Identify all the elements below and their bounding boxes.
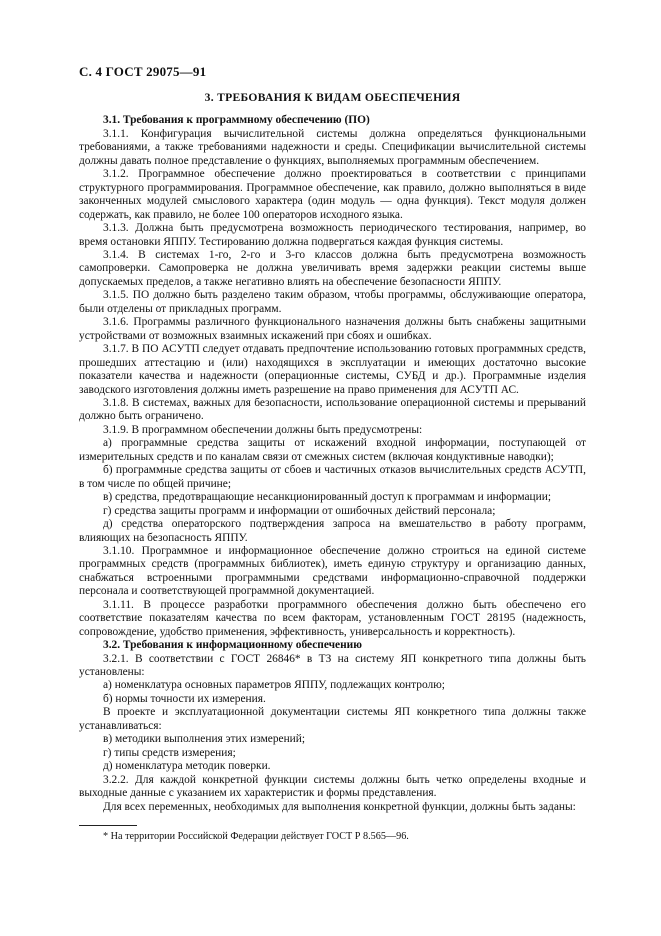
paragraph: 3.2.1. В соответствии с ГОСТ 26846* в ТЗ на систему ЯП конкретного типа должны быть установлены: [79, 652, 586, 679]
page-body [79, 91, 586, 814]
paragraph: Для всех переменных, необходимых для выполнения конкретной функции, должны быть заданы: [103, 800, 576, 813]
paragraph: 3.1.10. Программное и информационное обеспечение должно строиться на единой системе программных средств (программных библиотек), иметь единую структуру и организацию данных, снабжаться встроенными программными средствами информационно-справочной поддержки персонала и соответствующей программной документацией. [79, 544, 586, 598]
paragraph-list [79, 114, 586, 814]
paragraph: 3.1.5. ПО должно быть разделено таким образом, чтобы программы, обслуживающие оператора, были отделены от прикладных программ. [79, 289, 586, 315]
paragraph: д) средства операторского подтверждения запроса на вмешательство в работу программ, влияющих на безопасность ЯППУ. [79, 518, 586, 544]
paragraph: а) программные средства защиты от искажений входной информации, поступающей от измерительных средств и по каналам связи от смежных систем (включая кондуктивные наводки); [79, 437, 586, 463]
paragraph: 3.1.9. В программном обеспечении должны быть предусмотрены: [103, 423, 423, 436]
paragraph: 3.1.2. Программное обеспечение должно проектироваться в соответствии с принципами структурного программирования. Программное обеспечение, как правило, должно выполняться в виде законченных модулей смыслового характера (один модуль — одна функция). Текст модуля должен содержать, как правило, не более 100 операторов исходного языка. [79, 168, 586, 221]
paragraph: 3.1.4. В системах 1-го, 2-го и 3-го классов должна быть предусмотрена возможность самопроверки. Самопроверка не должна увеличивать время задержки реакции системы выше допускаемых пределов, а также негативно влиять на обеспечение безопасности ЯППУ. [79, 248, 586, 288]
paragraph: 3.2.2. Для каждой конкретной функции системы должны быть четко определены входные и выходные данные с указанием их характеристик и формы представления. [79, 773, 586, 800]
paragraph: в) средства, предотвращающие несанкционированный доступ к программам и информации; [103, 491, 551, 504]
paragraph: 3.1.3. Должна быть предусмотрена возможность периодического тестирования, например, во время остановки ЯППУ. Тестированию должна подвергаться каждая функция системы. [79, 222, 586, 248]
subsection-heading: 3.2. Требования к информационному обеспечению [103, 639, 362, 652]
paragraph: 3.1.1. Конфигурация вычислительной системы должна определяться функциональными требованиями, а также требованиями надежности и среды. Спецификации вычислительной системы должны давать полное представление о функциях, выполняемых программным обеспечением. [79, 127, 586, 167]
paragraph: б) программные средства защиты от сбоев и частичных отказов вычислительных средств АСУТП, в том числе по общей причине; [79, 464, 586, 490]
paragraph: б) нормы точности их измерения. [103, 692, 266, 705]
footnote: * На территории Российской Федерации действует ГОСТ Р 8.565—96. [103, 831, 409, 842]
section-title: 3. ТРЕБОВАНИЯ К ВИДАМ ОБЕСПЕЧЕНИЯ [204, 91, 461, 104]
footnote-divider [79, 825, 137, 826]
paragraph: 3.1.8. В системах, важных для безопасности, использование операционной системы и прерываний должно быть ограничено. [79, 396, 586, 423]
paragraph: г) типы средств измерения; [103, 746, 236, 759]
subsection-heading: 3.1. Требования к программному обеспечению (ПО) [103, 114, 370, 127]
paragraph: 3.1.11. В процессе разработки программного обеспечения должно быть обеспечено его соответствие показателям качества по всем факторам, установленным ГОСТ 28195 (надежность, сопровождение, удобство применения, эффективность, универсальность и корректность). [79, 598, 586, 638]
paragraph: в) методики выполнения этих измерений; [103, 733, 306, 746]
paragraph: 3.1.7. В ПО АСУТП следует отдавать предпочтение использованию готовых программных средств, прошедших аттестацию и (или) находящихся в эксплуатации и имеющих достаточно высокие показатели качества и надежности (операционные системы, СУБД и др.). Программные изделия заводского изготовления должны иметь разрешение на право применения для АСУТП АС. [79, 343, 586, 396]
page-header: С. 4 ГОСТ 29075—91 [79, 64, 207, 79]
paragraph: а) номенклатура основных параметров ЯППУ, подлежащих контролю; [103, 679, 445, 692]
paragraph: г) средства защиты программ и информации от ошибочных действий персонала; [103, 504, 496, 517]
paragraph: 3.1.6. Программы различного функционального назначения должны быть снабжены защитными устройствами от возможных взаимных искажений при сбоях и ошибках. [79, 316, 586, 342]
paragraph: д) номенклатура методик поверки. [103, 760, 271, 773]
paragraph: В проекте и эксплуатационной документации системы ЯП конкретного типа должны также устанавливаться: [79, 706, 586, 732]
